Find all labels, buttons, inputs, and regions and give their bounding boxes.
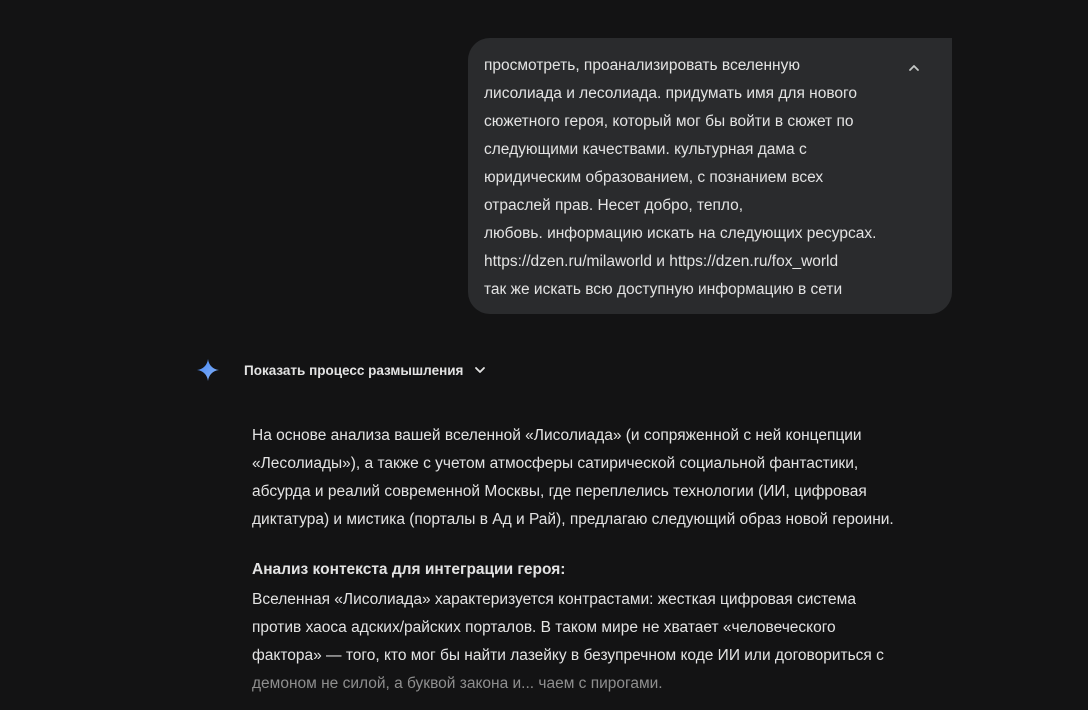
response-paragraph-line: диктатура) и мистика (порталы в Ад и Рай), предлагаю следующий образ новой героини. xyxy=(252,511,894,528)
user-prompt-line: лисолиада и лесолиада. придумать имя для нового xyxy=(484,85,857,102)
chevron-down-icon xyxy=(473,363,487,377)
show-thinking-toggle[interactable] xyxy=(244,363,487,378)
user-prompt-line: юридическим образованием, с познанием всех xyxy=(484,169,824,186)
user-prompt-line: отраслей прав. Несет добро, тепло, xyxy=(484,197,744,214)
user-prompt-line: следующими качествами. культурная дама с xyxy=(484,141,807,158)
user-prompt-line: сюжетного героя, который мог бы войти в сюжет по xyxy=(484,113,854,130)
show-thinking-label: Показать процесс размышления xyxy=(244,362,464,378)
user-prompt-line: так же искать всю доступную информацию в сети xyxy=(484,281,843,298)
response-paragraph-line: На основе анализа вашей вселенной «Лисолиада» (и сопряженной с ней концепции xyxy=(252,427,862,444)
response-paragraph-line: против хаоса адских/райских порталов. В таком мире не хватает «человеческого xyxy=(252,619,836,636)
response-section-heading: Анализ контекста для интеграции героя: xyxy=(252,561,566,578)
collapse-prompt-button[interactable] xyxy=(904,58,924,78)
model-response-header xyxy=(196,356,487,384)
response-paragraph-line: «Лесолиады»), а также с учетом атмосферы сатирической социальной фантастики, xyxy=(252,455,859,472)
model-response-text xyxy=(252,422,952,698)
response-paragraph-line: Вселенная «Лисолиада» характеризуется контрастами: жесткая цифровая система xyxy=(252,591,856,608)
user-prompt-line: любовь. информацию искать на следующих ресурсах. xyxy=(484,225,877,242)
response-paragraph-line: фактора» — того, кто мог бы найти лазейку в безупречном коде ИИ или договориться с xyxy=(252,647,884,664)
user-prompt-line: https://dzen.ru/milaworld и https://dzen.ru/fox_world xyxy=(484,253,839,270)
response-paragraph-line: абсурда и реалий современной Москвы, где переплелись технологии (ИИ, цифровая xyxy=(252,483,867,500)
user-prompt-line: просмотреть, проанализировать вселенную xyxy=(484,57,800,74)
chevron-up-icon xyxy=(907,61,921,75)
user-prompt-bubble xyxy=(468,38,952,314)
response-paragraph-line: демоном не силой, а буквой закона и... чаем с пирогами. xyxy=(252,675,663,692)
gemini-spark-icon xyxy=(196,358,220,382)
